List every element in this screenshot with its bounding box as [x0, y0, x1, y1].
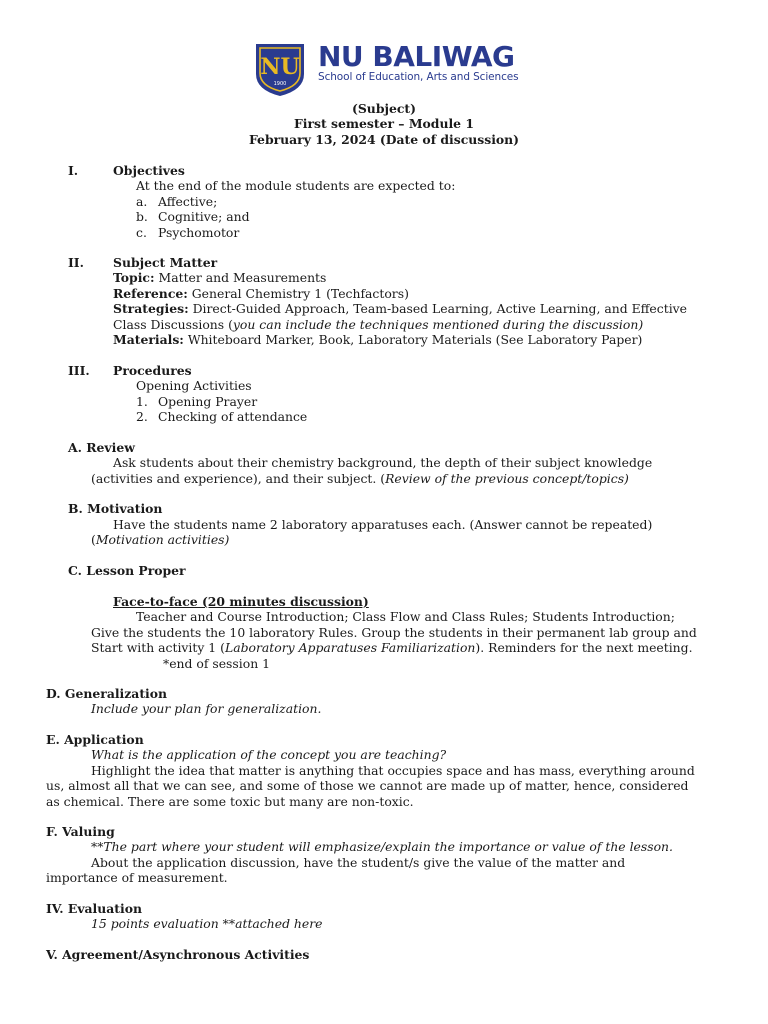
doc-subject: (Subject) — [352, 101, 416, 116]
section-heading: A. Review — [68, 440, 135, 455]
evaluation-note: 15 points evaluation **attached here — [91, 916, 323, 931]
section-heading: Subject Matter — [113, 255, 218, 270]
section-number: III. — [68, 363, 90, 378]
section-number: II. — [68, 255, 84, 270]
list-marker: c. — [136, 225, 147, 240]
section-heading: V. Agreement/Asynchronous Activities — [46, 947, 310, 962]
doc-semester: First semester – Module 1 — [293, 116, 474, 131]
motivation-line-2: (Motivation activities) — [91, 532, 230, 547]
strategies-line-2: Class Discussions (you can include the techniques mentioned during the discussion) — [113, 317, 644, 332]
opening-activities: Opening Activities — [136, 378, 252, 393]
section-heading: Procedures — [113, 363, 192, 378]
end-of-session: *end of session 1 — [163, 656, 270, 671]
section-heading: Objectives — [113, 163, 185, 178]
application-line: as chemical. There are some toxic but many are non-toxic. — [46, 794, 414, 809]
list-marker: 2. — [136, 409, 148, 424]
lesson-line: Start with activity 1 (Laboratory Apparatuses Familiarization). Reminders for the next meeting. — [91, 640, 693, 655]
brand-subtitle: School of Education, Arts and Sciences — [318, 71, 519, 83]
face-to-face-heading: Face-to-face (20 minutes discussion) — [113, 594, 369, 609]
list-item: Psychomotor — [158, 225, 240, 240]
topic-line: Topic: Matter and Measurements — [113, 270, 327, 285]
application-line: us, almost all that we can see, and some of those we cannot are made up of matter, hence, considered — [46, 778, 689, 793]
review-line: Ask students about their chemistry background, the depth of their subject knowledge — [113, 455, 653, 470]
reference-line: Reference: General Chemistry 1 (Techfactors) — [113, 286, 409, 301]
lesson-line: Give the students the 10 laboratory Rules. Group the students in their permanent lab group and — [91, 625, 697, 640]
section-heading: IV. Evaluation — [46, 901, 142, 916]
section-heading: D. Generalization — [46, 686, 168, 701]
section-heading: F. Valuing — [46, 824, 115, 839]
list-item: Cognitive; and — [158, 209, 250, 224]
section-heading: C. Lesson Proper — [68, 563, 186, 578]
generalization-note: Include your plan for generalization. — [91, 701, 322, 716]
application-note: What is the application of the concept you are teaching? — [91, 747, 447, 762]
section-number: I. — [68, 163, 79, 178]
brand-block — [318, 42, 519, 83]
svg-text:1900: 1900 — [273, 81, 287, 87]
materials-line: Materials: Whiteboard Marker, Book, Laboratory Materials (See Laboratory Paper) — [113, 332, 643, 347]
nu-seal-logo — [252, 40, 308, 98]
section-heading: E. Application — [46, 732, 144, 747]
valuing-note: **The part where your student will emphasize/explain the importance or value of the lesson. — [91, 839, 673, 854]
review-line-2: (activities and experience), and their subject. (Review of the previous concept/topics) — [91, 471, 629, 486]
application-line: Highlight the idea that matter is anything that occupies space and has mass, everything around — [91, 763, 695, 778]
list-item: Affective; — [158, 194, 218, 209]
list-marker: 1. — [136, 394, 148, 409]
list-item: Checking of attendance — [158, 409, 308, 424]
valuing-line: importance of measurement. — [46, 870, 228, 885]
doc-date: February 13, 2024 (Date of discussion) — [248, 132, 520, 147]
section-heading: B. Motivation — [68, 501, 163, 516]
objectives-intro: At the end of the module students are expected to: — [136, 178, 456, 193]
list-marker: a. — [136, 194, 148, 209]
motivation-line: Have the students name 2 laboratory apparatuses each. (Answer cannot be repeated) — [113, 517, 653, 532]
strategies-line: Strategies: Direct-Guided Approach, Team-based Learning, Active Learning, and Effective — [113, 301, 687, 316]
svg-text:NU: NU — [260, 54, 300, 80]
valuing-line: About the application discussion, have the student/s give the value of the matter and — [91, 855, 626, 870]
brand-name: NU BALIWAG — [318, 40, 515, 73]
list-item: Opening Prayer — [158, 394, 258, 409]
lesson-line: Teacher and Course Introduction; Class Flow and Class Rules; Students Introduction; — [136, 609, 675, 624]
list-marker: b. — [136, 209, 148, 224]
